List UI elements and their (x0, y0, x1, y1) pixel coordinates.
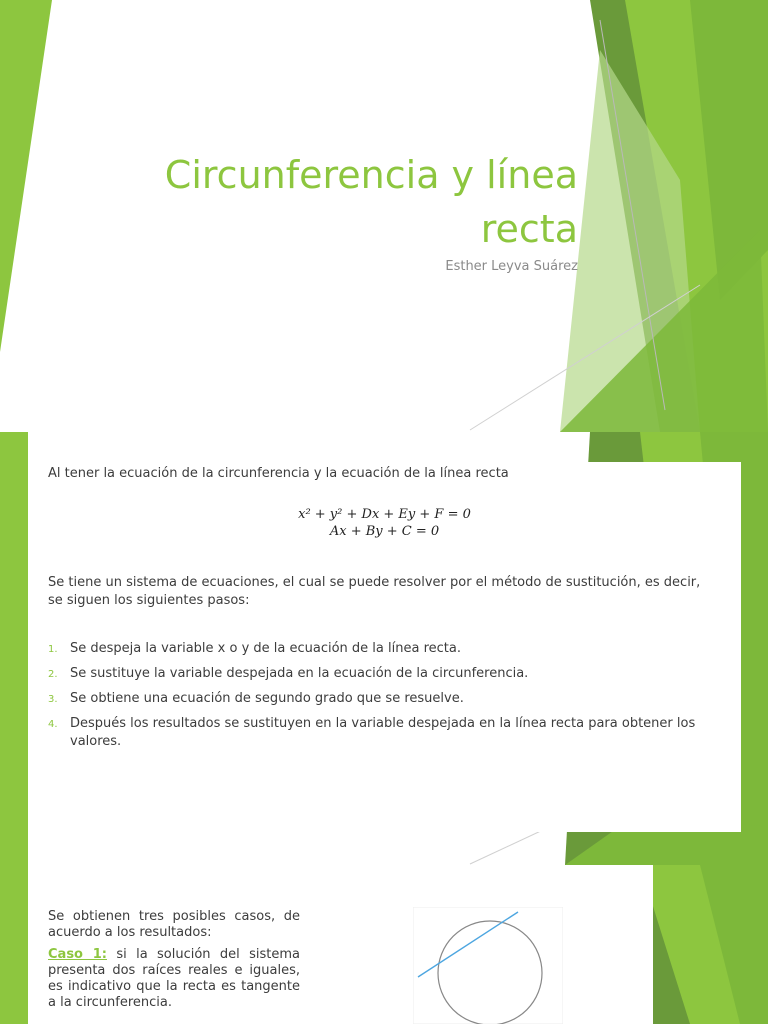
presentation-title (58, 148, 578, 256)
steps-list (48, 640, 718, 758)
step-number: 1. (48, 644, 58, 655)
step-text: Después los resultados se sustituyen en la variable despejada en la línea recta para obtener los valores. (70, 716, 696, 749)
list-item (48, 690, 718, 708)
step-number: 4. (48, 719, 58, 730)
step-number: 3. (48, 694, 58, 705)
intro-paragraph: Al tener la ecuación de la circunferencia y la ecuación de la línea recta (48, 466, 509, 481)
circle-equation: x² + y² + Dx + Ey + F = 0 (298, 507, 471, 522)
tangent-figure (413, 907, 563, 1024)
list-item (48, 715, 718, 751)
cases-slide (0, 865, 768, 1024)
cases-intro: Se obtienen tres posibles casos, de acuerdo a los resultados: (48, 909, 300, 940)
case-1-text: si la solución del sistema presenta dos raíces reales e iguales, es indicativo que la recta es tangente a la circunferencia. (48, 947, 300, 1010)
case-1-label: Caso 1: (48, 947, 107, 962)
method-slide (0, 432, 768, 865)
author-name: Esther Leyva Suárez (445, 259, 578, 274)
content-panel (28, 865, 653, 1024)
step-text: Se despeja la variable x o y de la ecuación de la línea recta. (70, 641, 461, 656)
list-item (48, 665, 718, 683)
step-number: 2. (48, 669, 58, 680)
title-slide (0, 0, 768, 432)
list-item (48, 640, 718, 658)
step-text: Se obtiene una ecuación de segundo grado que se resuelve. (70, 691, 464, 706)
line-equation: Ax + By + C = 0 (329, 524, 440, 539)
title-line-2: recta (480, 207, 578, 251)
title-line-1: Circunferencia y línea (164, 153, 578, 197)
case-1-paragraph (48, 947, 300, 1011)
system-paragraph: Se tiene un sistema de ecuaciones, el cual se puede resolver por el método de sustitución, es decir, se siguen los siguientes pasos: (48, 575, 701, 608)
content-panel (28, 462, 741, 832)
step-text: Se sustituye la variable despejada en la ecuación de la circunferencia. (70, 666, 529, 681)
